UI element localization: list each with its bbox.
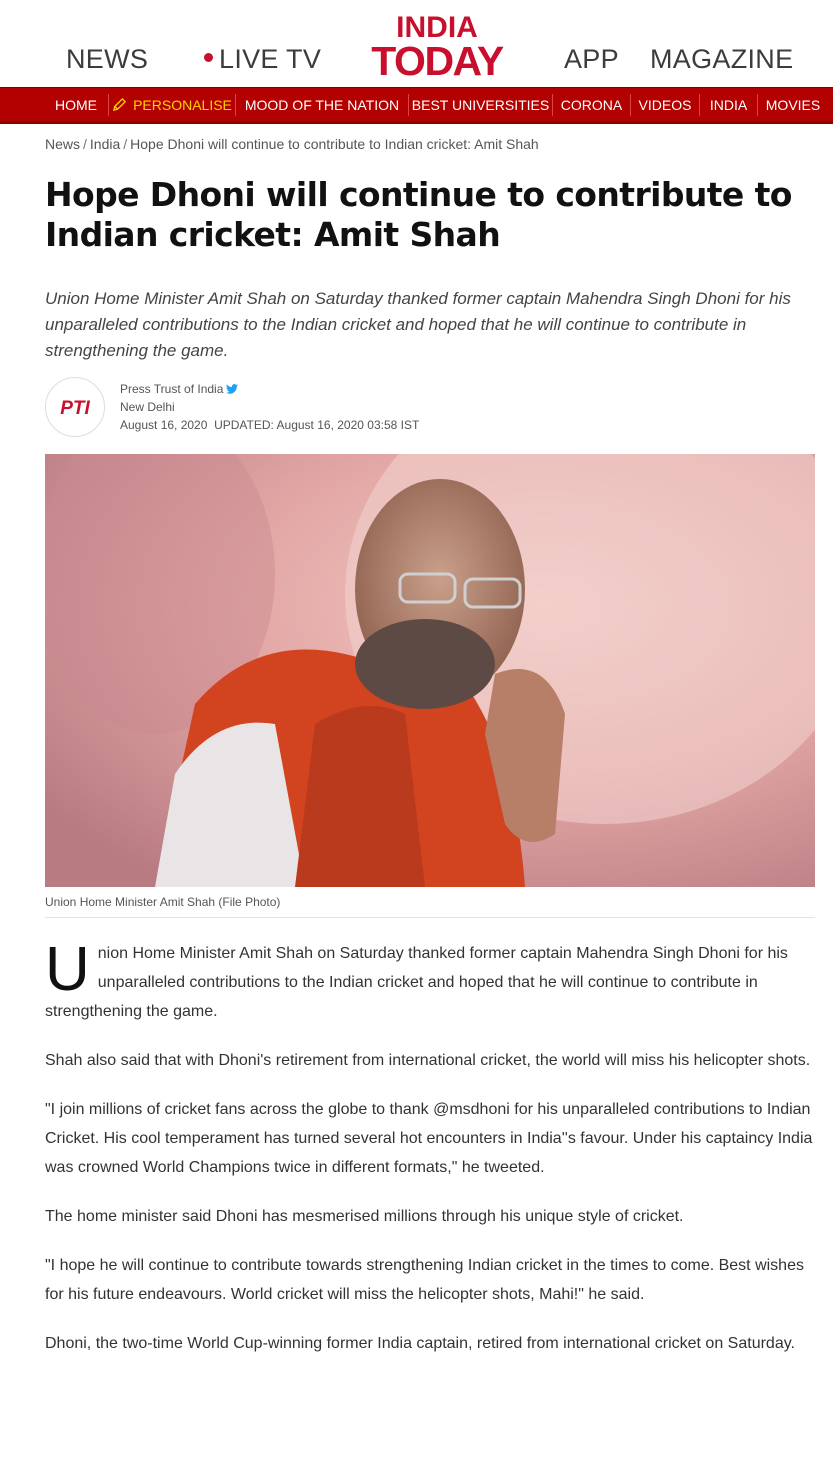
dateline-location: New Delhi <box>120 400 175 414</box>
logo-line-1: INDIA <box>396 11 478 44</box>
article-title: Hope Dhoni will continue to contribute to Indian cricket: Amit Shah <box>45 175 792 254</box>
menu-divider <box>757 94 758 116</box>
hero-photo-illustration <box>45 454 815 887</box>
breadcrumb-current: Hope Dhoni will continue to contribute to Indian cricket: Amit Shah <box>130 136 539 152</box>
menu-home[interactable]: HOME <box>55 97 97 113</box>
live-dot-icon <box>204 53 213 62</box>
paragraph-text: nion Home Minister Amit Shah on Saturday thanked former captain Mahendra Singh Dhoni for his unparalleled contributions to the Indian cricket and hoped that he will continue to contribute in strengthening the game. <box>45 945 788 1020</box>
menu-mood-of-the-nation[interactable]: MOOD OF THE NATION <box>244 97 400 113</box>
paragraph: Shah also said that with Dhoni's retirement from international cricket, the world will miss his helicopter shots. <box>45 1052 811 1069</box>
menu-personalise-label: PERSONALISE <box>133 97 232 113</box>
menu-divider <box>699 94 700 116</box>
main-menu <box>0 87 833 124</box>
drop-cap: U <box>45 935 90 1004</box>
menu-divider <box>630 94 631 116</box>
hero-image <box>45 454 815 887</box>
menu-best-universities[interactable]: BEST UNIVERSITIES <box>411 97 550 113</box>
nav-live-tv-label: LIVE TV <box>219 44 322 74</box>
breadcrumb: News / India / Hope Dhoni will continue to contribute to Indian cricket: Amit Shah <box>45 136 539 152</box>
paragraph: "I hope he will continue to contribute towards strengthening Indian cricket in the times to come. Best wishes for his future endeavours. World cricket will miss the helicopter shots, Mahi!" he said. <box>45 1257 804 1303</box>
paragraph: The home minister said Dhoni has mesmerised millions through his unique style of cricket. <box>45 1208 684 1225</box>
divider <box>45 917 815 918</box>
article-summary: Union Home Minister Amit Shah on Saturday thanked former captain Mahendra Singh Dhoni for his unparalleled contributions to the Indian cricket and hoped that he will continue to contribute in strengthening the game. <box>45 289 791 360</box>
breadcrumb-india[interactable]: India <box>89 136 121 152</box>
menu-divider <box>408 94 409 116</box>
svg-text:PTI: PTI <box>60 398 90 419</box>
updated-date: UPDATED: August 16, 2020 03:58 IST <box>214 418 420 432</box>
menu-personalise[interactable] <box>110 88 234 122</box>
paragraph <box>45 935 815 1026</box>
pti-logo <box>46 378 104 436</box>
menu-divider <box>108 94 109 116</box>
breadcrumb-news[interactable]: News <box>45 136 81 152</box>
article-body <box>45 935 815 1378</box>
paragraph: Dhoni, the two-time World Cup-winning former India captain, retired from international cricket on Saturday. <box>45 1335 795 1352</box>
menu-movies[interactable]: MOVIES <box>765 97 821 113</box>
menu-divider <box>552 94 553 116</box>
menu-divider <box>235 94 236 116</box>
byline <box>120 380 419 434</box>
logo-line-2: TODAY <box>371 38 503 84</box>
author-avatar[interactable] <box>45 377 105 437</box>
menu-india[interactable]: INDIA <box>709 97 748 113</box>
nav-news[interactable]: NEWS <box>66 44 149 74</box>
published-date: August 16, 2020 <box>120 418 208 432</box>
twitter-icon[interactable] <box>226 384 238 394</box>
nav-magazine[interactable]: MAGAZINE <box>650 44 794 74</box>
site-header <box>0 0 833 87</box>
pencil-icon <box>112 97 127 112</box>
nav-app[interactable]: APP <box>564 44 619 74</box>
nav-live-tv[interactable] <box>204 44 321 75</box>
author-name[interactable]: Press Trust of India <box>120 382 224 396</box>
menu-corona[interactable]: CORONA <box>560 97 623 113</box>
site-logo[interactable] <box>362 11 512 84</box>
menu-videos[interactable]: VIDEOS <box>638 97 692 113</box>
image-caption: Union Home Minister Amit Shah (File Photo) <box>45 895 281 909</box>
paragraph: "I join millions of cricket fans across the globe to thank @msdhoni for his unparalleled contributions to Indian Cricket. His cool temperament has turned several hot encounters in India''s favour. Under his captaincy India was crowned World Champions twice in different formats," he tweeted. <box>45 1101 813 1176</box>
